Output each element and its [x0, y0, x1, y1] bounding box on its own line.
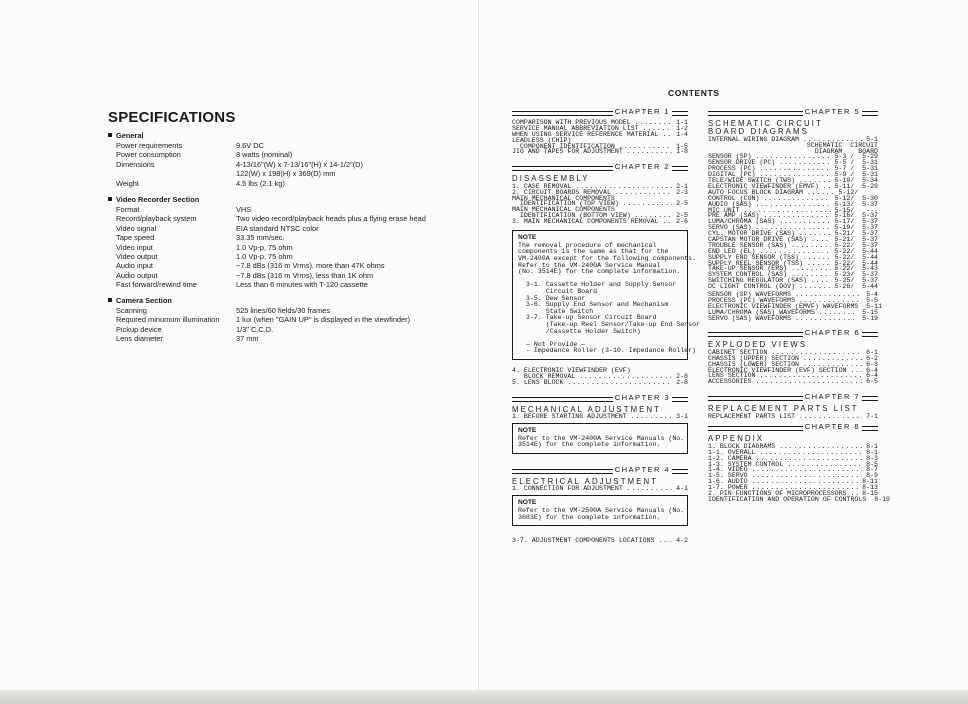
spec-label: Power consumption: [116, 150, 181, 160]
toc-entry: [512, 149, 688, 155]
toc-page-number: 8-3: [862, 454, 878, 462]
toc-page-number: 6-1: [862, 348, 878, 356]
toc-page-number: 5-9 / 5-31: [830, 171, 878, 179]
toc-entry-title: ELECTRONIC VIEWFINDER (EVF) SECTION: [708, 366, 851, 374]
chapter-banner: [708, 393, 878, 402]
spec-value-line: VHS: [236, 205, 252, 214]
page-fold: [478, 0, 479, 704]
toc-entry-title: PROCESS (PC): [708, 165, 760, 173]
toc-page-number: 5-19: [858, 314, 878, 322]
chapter-title: DISASSEMBLY: [512, 174, 590, 184]
toc-entry-title: REPLACEMENT PARTS LIST: [708, 412, 800, 420]
toc-entry-title: MIC UNIT: [708, 206, 744, 214]
toc-entry-title: DIGITAL (PC): [708, 171, 760, 179]
specifications-title: SPECIFICATIONS: [108, 109, 236, 126]
toc-entry-title: SYSTEM CONTROL (SAS): [708, 271, 792, 279]
spec-label: Audio input: [116, 261, 153, 271]
toc-page-number: 6-4: [862, 366, 878, 374]
toc-page-number: 3-1: [672, 413, 688, 421]
toc-page-number: 5-1: [862, 135, 878, 143]
spec-row: [108, 179, 363, 188]
toc-page-number: 5-11: [862, 302, 883, 310]
toc-entry: [512, 219, 688, 225]
toc-entry-title: CHASSIS (LOWER) SECTION: [708, 360, 803, 368]
camera-section: [108, 296, 410, 344]
toc-leader: [631, 414, 672, 420]
toc-page-number: 8-5: [862, 460, 878, 468]
toc-entry-title: 1-6. AUDIO: [708, 478, 752, 486]
spec-value: [236, 214, 426, 223]
spec-heading: [108, 195, 426, 205]
toc-entry-title: 1-1. OVERALL: [708, 448, 760, 456]
column-header: DIAGRAM BOARD: [814, 147, 878, 155]
toc-entry: [708, 316, 878, 322]
toc-page-number: 5-4: [862, 290, 878, 298]
spec-value: [236, 243, 293, 252]
spec-label: Dimensions: [116, 159, 155, 169]
spec-value: [236, 306, 330, 315]
toc-entry-title: 5. LENS BLOCK: [512, 378, 568, 386]
note-text: Refer to the VM-2400A Service Manuals (No. 3514E) for the complete information.: [518, 434, 685, 449]
spec-value-line: 4-13/16"(W) x 7-13/16"(H) x 14-1/2"(D): [236, 159, 363, 169]
toc-entry: [512, 380, 688, 386]
spec-label: Required minumum illumination: [116, 315, 220, 325]
toc-page-number: 5-23/ 5-37: [830, 271, 878, 279]
chapter-banner: [512, 163, 688, 172]
note-text: The removal procedure of mechanical components is the same as that for the VM-2400A except for the following components. Refer to the VM-2400A Service Manual (No. 3514E) for the complete information. 3-1. Cassette Holder and Supply Sensor Circuit Board 3-5. Dew Sensor 3-6. Supply End Sensor and Mechanism State Switch 3-7. Take-up Sensor Circuit Board (Take-up Reel Sensor/Take-up End Sensor /Cassette Holder Switch) — Not Provide — - Impedance Roller (3-10. Impedance Roller): [518, 241, 701, 355]
chapter-title: SCHEMATIC CIRCUIT BOARD DIAGRAMS: [708, 119, 823, 137]
toc-page-number: 1-4: [672, 130, 688, 138]
toc-page-number: 5-5: [862, 296, 878, 304]
toc-page-number: 5-15/ ---: [830, 206, 878, 214]
chapter-label: CHAPTER 1: [614, 107, 670, 116]
toc-entry: [708, 379, 878, 385]
toc-page-number: 8-1: [862, 448, 878, 456]
toc-page-number: 5-22/ 5-44: [830, 247, 878, 255]
toc-leader: [658, 538, 672, 544]
toc-leader: [615, 190, 672, 196]
chapter-label: CHAPTER 7: [804, 392, 860, 402]
spec-value: [236, 280, 368, 289]
toc-entry: [708, 414, 878, 420]
spec-label: Audio output: [116, 270, 158, 280]
toc-page-number: 2-6: [672, 218, 688, 226]
toc-page-number: 8-15: [858, 490, 878, 497]
chapter-label: CHAPTER 2: [614, 162, 670, 172]
toc-leader: [662, 219, 672, 225]
toc-page-number: 5-25/ 5-37: [830, 277, 878, 285]
toc-entry-title: BLOCK REMOVAL: [512, 372, 580, 380]
toc-page-number: 2-5: [672, 212, 688, 220]
contents-left-column: [512, 107, 701, 545]
toc-entry: [512, 538, 688, 544]
spec-heading-text: General: [116, 131, 144, 140]
chapter-label: CHAPTER 3: [614, 392, 670, 402]
toc-page-number: 5-17/ 5-37: [830, 218, 878, 226]
toc-entry-title: IDENTIFICATION AND OPERATION OF CONTROLS: [708, 495, 871, 503]
toc-page-number: 1-5: [672, 142, 688, 150]
chapter-banner: [512, 394, 688, 403]
spec-value-line: 1 lux (when "GAIN UP" is displayed in the viewfinder): [236, 315, 411, 325]
toc-entry-title: LUMA/CHROMA (SAS) WAVEFORMS: [708, 308, 819, 316]
spec-heading-text: Camera Section: [116, 296, 172, 305]
toc-page-number: 5-13/ 5-37: [830, 200, 878, 208]
toc-page-number: 2-3: [672, 188, 688, 196]
toc-page-number: 5-22/ 5-44: [830, 259, 878, 267]
spec-row: [108, 205, 426, 214]
spec-row: [108, 243, 426, 252]
spec-value-line: EIA standard NTSC color: [236, 223, 319, 233]
toc-entry-title: 3. MAIN MECHANICAL COMPONENTS REMOVAL: [512, 218, 663, 226]
toc-page-number: 6-3: [862, 360, 878, 368]
toc-entry-title: 1. CASE REMOVAL: [512, 182, 576, 190]
bullet-icon: [108, 298, 112, 302]
toc-entry-title: AUTO FOCUS BLOCK DIAGRAM: [708, 188, 807, 196]
spec-label: Format: [116, 205, 140, 214]
toc-page-number: 8-19: [870, 495, 891, 503]
spec-label: Scanning: [116, 306, 147, 315]
chapter-banner: [708, 329, 878, 338]
toc-entry-title: SENSOR (SP) WAVEFORMS: [708, 290, 796, 298]
toc-entry-title: SUPPLY REEL SENSOR (TSS): [708, 259, 807, 267]
spec-row: [108, 224, 426, 233]
toc-entry-title: TELE/WIDE SWITCH (TWS): [708, 177, 800, 185]
toc-page-number: 5-10/ 5-34: [830, 177, 878, 185]
toc-entry-title: ACCESSORIES: [708, 378, 756, 386]
chapter-title: REPLACEMENT PARTS LIST: [708, 404, 859, 414]
column-header: SCHEMATIC CIRCUIT: [806, 141, 878, 149]
note-box: [512, 230, 701, 360]
toc-leader: [627, 486, 672, 492]
chapter-label: CHAPTER 6: [804, 328, 860, 338]
spec-label: Video signal: [116, 223, 157, 233]
general-section: [108, 131, 363, 188]
toc-leader: [799, 414, 862, 420]
toc-entry-title: 2. CIRCUIT BOARDS REMOVAL: [512, 188, 615, 196]
toc-entry-title: AUDIO (SAS): [708, 200, 756, 208]
chapter-title: APPENDIX: [708, 434, 765, 444]
toc-page-number: 2-1: [672, 182, 688, 190]
spec-row: [108, 306, 410, 315]
spec-label: Fast forward/rewind time: [116, 280, 197, 290]
spec-label: Lens diameter: [116, 334, 163, 344]
spec-value-line: 1.0 Vp-p, 75 ohm: [236, 251, 293, 261]
toc-leader: [567, 380, 672, 386]
spec-row: [108, 325, 410, 334]
spec-heading: [108, 131, 363, 141]
toc-entry-title: ELECTRONIC VIEWFINDER (EMVF) WAVEFORMS: [708, 302, 863, 310]
toc-page-number: 5-16/ 5-37: [830, 212, 878, 220]
spec-label: Video output: [116, 251, 158, 261]
toc-page-number: 7-1: [862, 412, 878, 420]
toc-page-number: 8-7: [862, 466, 878, 474]
toc-leader: [795, 316, 858, 322]
spec-label: Weight: [116, 178, 139, 188]
toc-page-number: 5-3 / 5-29: [830, 153, 878, 161]
toc-entry-title: LEADLESS (CHIP): [512, 136, 572, 144]
toc-entry-title: COMPARISON WITH PREVIOUS MODEL: [512, 119, 635, 126]
toc-page-number: 2-5: [672, 200, 688, 208]
spec-value: [236, 271, 373, 280]
toc-page-number: 1-1: [672, 119, 688, 126]
chapter-banner: [512, 108, 688, 117]
bullet-icon: [108, 133, 112, 137]
toc-entry-title: SERVO (SAS) WAVEFORMS: [708, 314, 796, 322]
toc-entry-title: DC LIGHT CONTROL (DOV): [708, 283, 800, 291]
toc-entry-title: CYL. MOTOR DRIVE (SAS): [708, 230, 800, 238]
chapter-title: ELECTRICAL ADJUSTMENT: [512, 477, 659, 487]
toc-page-number: 8-1: [862, 442, 878, 450]
toc-page-number: 5-11/ 5-29: [830, 182, 878, 190]
toc-page-number: 5-12/ 5-30: [830, 194, 878, 202]
note-box: [512, 423, 688, 454]
toc-entry-title: SERVICE MANUAL ABBREVIATION LIST: [512, 124, 643, 132]
toc-entry-title: TROUBLE SENSOR (SAS): [708, 241, 792, 249]
toc-entry: [512, 414, 688, 420]
toc-entry-title: SERVO (SAS): [708, 224, 756, 232]
chapter-label: CHAPTER 4: [614, 465, 670, 475]
toc-entry-title: CHASSIS (UPPER) SECTION: [708, 354, 803, 362]
toc-page-number: 8-13: [858, 484, 878, 492]
toc-leader: [662, 132, 672, 138]
spec-row: [108, 315, 410, 324]
spec-value: [236, 224, 319, 233]
spec-row: [108, 271, 426, 280]
toc-entry-title: SWITCHING REGULATOR (SAS): [708, 277, 811, 285]
toc-entry-title: TAKE-UP SENSOR (ERS): [708, 265, 792, 273]
chapter-title: EXPLODED VIEWS: [708, 340, 808, 350]
toc-entry-title: 1-3. SYSTEM CONTROL: [708, 460, 788, 468]
toc-entry: [708, 284, 878, 290]
note-label: NOTE: [518, 499, 537, 507]
toc-entry-title: ELECTRONIC VIEWFINDER (EMVF): [708, 182, 823, 190]
toc-entry-title: END LED (EL): [708, 247, 760, 255]
spec-value: [236, 252, 293, 261]
scan-edge: [0, 690, 968, 704]
toc-entry-title: JIG AND TAPES FOR ADJUSTMENT: [512, 148, 627, 156]
toc-page-number: 6-4: [862, 372, 878, 380]
toc-page-number: 8-9: [862, 472, 878, 480]
toc-entry-title: LENS SECTION: [708, 372, 760, 380]
spec-heading: [108, 296, 410, 306]
spec-value-line: 8 watts (nominal): [236, 150, 293, 160]
toc-entry-title: CAPSTAN MOTOR DRIVE (SAS): [708, 235, 811, 243]
spec-value-line: −7.8 dBs (316 m Vrms), less than 1K ohm: [236, 270, 374, 280]
toc-page-number: 5-21/ 5-37: [830, 235, 878, 243]
chapter-banner: [512, 466, 688, 475]
spec-value: [236, 150, 292, 159]
spec-value-line: 525 lines/60 fields/30 frames: [236, 306, 331, 315]
spec-value: [236, 261, 385, 270]
toc-page-number: 5-12/: [834, 188, 878, 196]
toc-entry-title: 1. BLOCK DIAGRAMS: [708, 442, 780, 450]
spec-label: Record/playback system: [116, 214, 197, 224]
toc-page-number: 1-2: [672, 124, 688, 132]
chapter-title: MECHANICAL ADJUSTMENT: [512, 404, 662, 414]
toc-page-number: 5-22/ 5-44: [830, 253, 878, 261]
toc-page-number: 5-7 / 5-31: [830, 165, 878, 173]
toc-leader: [799, 284, 831, 290]
toc-page-number: 5-21/ 5-37: [830, 230, 878, 238]
toc-leader: [623, 201, 672, 207]
toc-entry-title: 1. BEFORE STARTING ADJUSTMENT: [512, 413, 631, 421]
toc-page-number: 2-8: [672, 378, 688, 386]
toc-leader: [755, 379, 862, 385]
toc-page-number: 8-11: [858, 478, 878, 486]
spec-row: [108, 261, 426, 270]
spec-label: Pickup device: [116, 324, 162, 334]
note-text: Refer to the VM-2500A Service Manuals (No. 3683E) for the complete information.: [518, 507, 685, 521]
spec-row: [108, 334, 410, 343]
note-box: [512, 495, 688, 526]
spec-value-line: 4.5 lbs (2.1 kg): [236, 178, 285, 188]
toc-page-number: 1-8: [672, 148, 688, 156]
spec-row: [108, 233, 426, 242]
toc-page-number: 5-19/ 5-37: [830, 224, 878, 232]
spec-value: [236, 334, 259, 343]
note-label: NOTE: [518, 233, 537, 241]
toc-page-number: 5-22/ 5-43: [830, 265, 878, 273]
toc-entry-title: 1-7. POWER: [708, 484, 752, 492]
toc-entry-title: WHEN USING SERVICE REFERENCE MATERIAL: [512, 130, 663, 138]
bullet-icon: [108, 197, 112, 201]
toc-entry-title: SENSOR (SP): [708, 153, 756, 161]
toc-entry-title: PROCESS (PC) WAVEFORMS: [708, 296, 800, 304]
toc-entry-title: 2. PIN FUNCTIONS OF MICROPROCESSORS: [708, 490, 851, 497]
spec-value: [236, 315, 410, 324]
toc-entry-title: 1. CONNECTION FOR ADJUSTMENT: [512, 485, 627, 493]
toc-page-number: 6-2: [862, 354, 878, 362]
spec-value: [236, 325, 273, 334]
toc-page-number: 5-26/ 5-44: [830, 283, 878, 291]
toc-page-number: 5-5 / 5-31: [830, 159, 878, 167]
spec-row: [108, 280, 426, 289]
toc-entry-title: CABINET SECTION: [708, 348, 772, 356]
spec-value: [236, 233, 284, 242]
toc-entry-title: IDENTIFICATION (TOP VIEW): [512, 200, 623, 208]
spec-row: [108, 141, 363, 150]
toc-page-number: 5-22/ 5-37: [830, 241, 878, 249]
toc-entry-title: SUPPLY END SENSOR (TSS): [708, 253, 803, 261]
toc-entry: [708, 495, 891, 503]
toc-entry-title: INTERNAL WIRING DIAGRAM: [708, 135, 803, 143]
video-recorder-section: [108, 195, 426, 290]
spec-value-line: Two video record/playback heads plus a flying erase head: [236, 214, 426, 224]
spec-value-line: Less than 6 minutes with T-120 cassette: [236, 280, 368, 290]
spec-value-line: 1.0 Vp-p, 75 ohm: [236, 242, 293, 252]
spec-value: [236, 160, 363, 179]
spec-value-line: 37 mm: [236, 334, 259, 344]
chapter-banner: [708, 108, 878, 117]
toc-page-number: 4-1: [672, 485, 688, 493]
spec-value-line: 122(W) x 198(H) x 369(D) mm: [236, 169, 336, 179]
toc-entry-title: CONTROL (CON): [708, 194, 764, 202]
spec-row: [108, 214, 426, 223]
toc-entry-title: 4. ELECTRONIC VIEWFINDER (EVF): [512, 366, 631, 374]
spec-value: [236, 141, 264, 150]
spec-value: [236, 205, 251, 214]
toc-entry-title: 3-7. ADJUSTMENT COMPONENTS LOCATIONS: [512, 537, 659, 545]
spacer: [512, 225, 688, 227]
toc-entry-title: IDENTIFICATION (BOTTOM VIEW): [512, 212, 635, 220]
spec-label: Power requirements: [116, 141, 183, 150]
contents-title: CONTENTS: [668, 88, 720, 98]
chapter-label: CHAPTER 8: [804, 422, 860, 432]
toc-entry-title: COMPONENT IDENTIFICATION: [512, 142, 619, 150]
spec-label: Tape speed: [116, 233, 155, 243]
toc-entry: [512, 486, 688, 492]
toc-entry-title: 1-4. VIDEO: [708, 466, 752, 474]
spec-value-line: −7.8 dBs (316 m Vrms), more than 47K ohms: [236, 261, 385, 271]
spec-value: [236, 179, 285, 188]
contents-right-column: [708, 107, 891, 503]
spec-value-line: 1/3" C.C.D.: [236, 324, 274, 334]
toc-entry-title: 1-2. CAMERA: [708, 454, 756, 462]
toc-entry-title: MAIN MECHANICAL COMPONENTS: [512, 194, 615, 202]
toc-page-number: 4-2: [672, 537, 688, 545]
spec-heading-text: Video Recorder Section: [116, 195, 200, 204]
toc-entry-title: PRE AMP (SAS): [708, 212, 764, 220]
spec-row: [108, 160, 363, 179]
toc-entry-title: SENSOR DRIVE (PC): [708, 159, 780, 167]
toc-page-number: 2-8: [672, 372, 688, 380]
toc-page-number: 5-15: [858, 308, 878, 316]
spec-value-line: 33.35 mm/sec.: [236, 233, 285, 243]
note-label: NOTE: [518, 426, 537, 434]
toc-entry-title: 1-5. SERVO: [708, 472, 752, 480]
toc-entry-title: LUMA/CHROMA (SAS): [708, 218, 780, 226]
toc-page-number: 6-5: [862, 378, 878, 386]
spec-label: Video input: [116, 242, 153, 252]
toc-leader: [627, 149, 672, 155]
spec-row: [108, 252, 426, 261]
toc-entry-title: MAIN MECHANICAL COMPONENTS: [512, 206, 615, 214]
chapter-label: CHAPTER 5: [804, 107, 860, 116]
spec-value-line: 9.6V DC: [236, 141, 264, 150]
spec-row: [108, 150, 363, 159]
chapter-banner: [708, 423, 878, 432]
